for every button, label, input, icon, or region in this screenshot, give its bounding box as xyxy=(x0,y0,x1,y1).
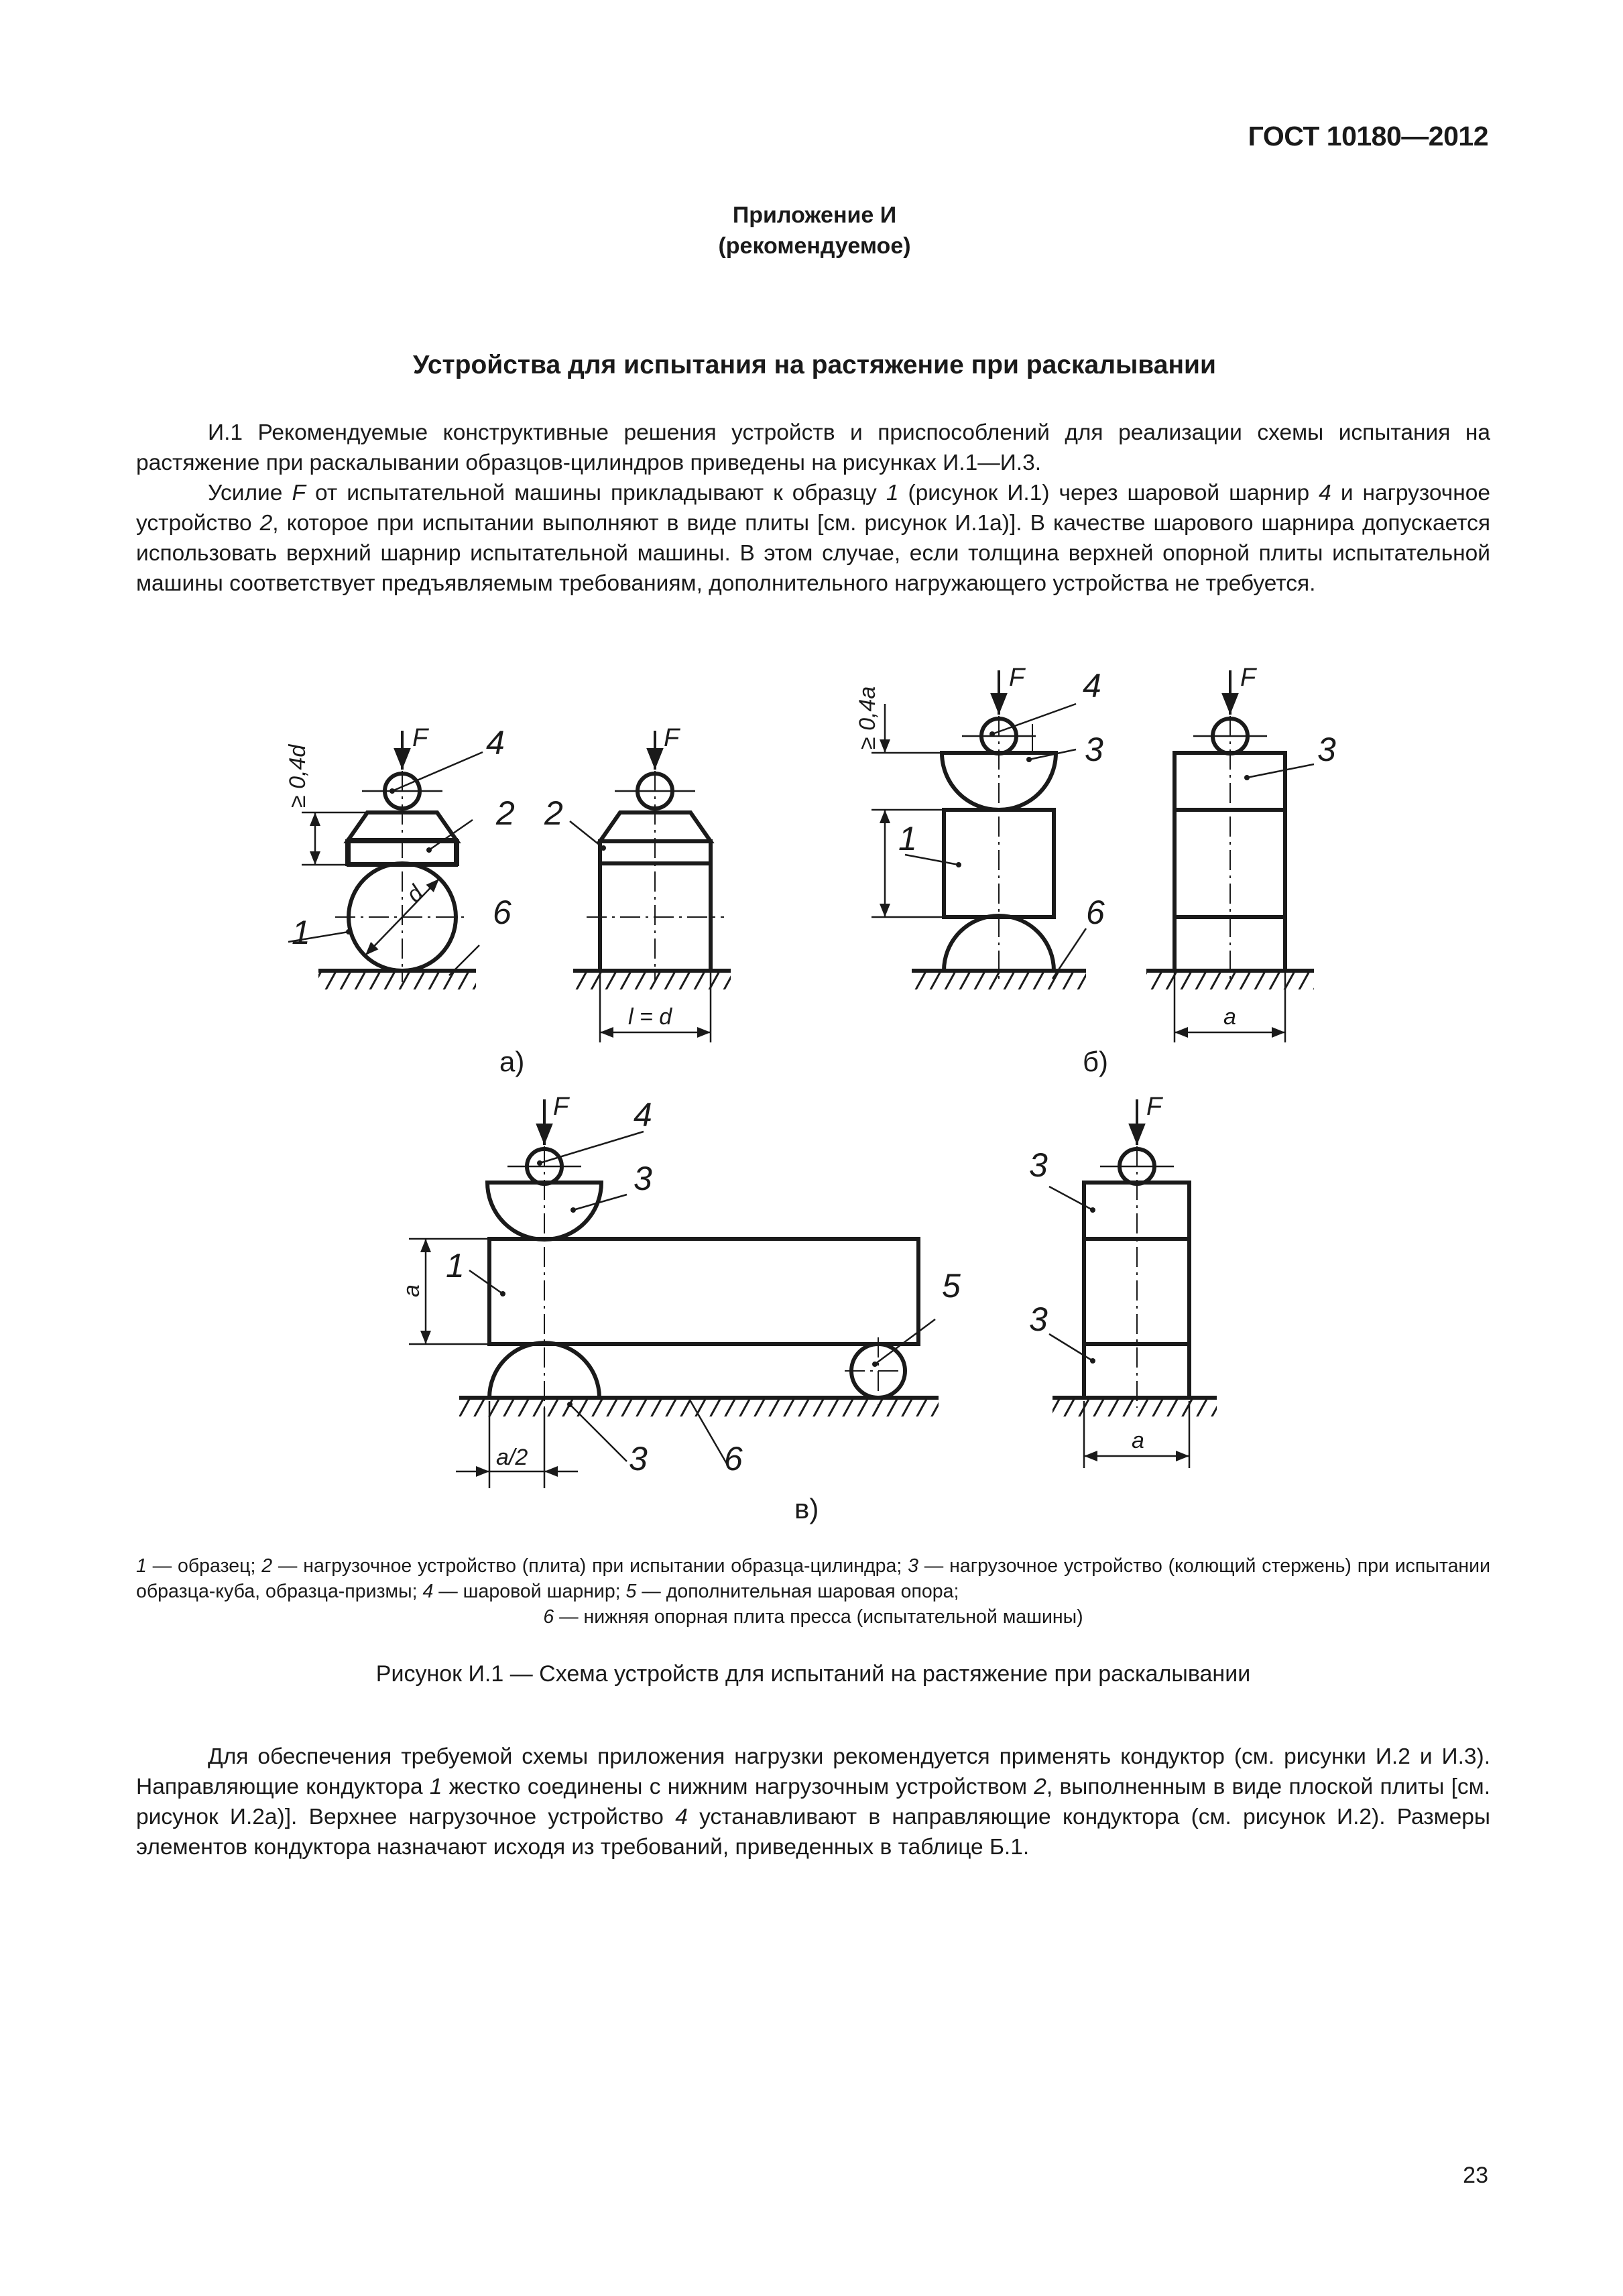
label-4-a: 4 xyxy=(486,724,505,762)
dim-a-c1: a xyxy=(399,1284,424,1297)
diagram-a-cylinder-view xyxy=(318,731,476,989)
diagram-c-prism-view xyxy=(459,1099,939,1416)
dim-a-b: a xyxy=(1223,1004,1236,1030)
diagram-c-front-view xyxy=(1053,1099,1217,1416)
label-2-a1: 2 xyxy=(496,794,515,832)
legend-last-line: 6 — нижняя опорная плита пресса (испытательной машины) xyxy=(543,1606,1083,1628)
label-1-a: 1 xyxy=(292,914,310,951)
annex-header xyxy=(141,200,1488,261)
label-3-b1: 3 xyxy=(1085,731,1103,768)
force-label-a2: F xyxy=(664,724,680,752)
label-3-c2: 3 xyxy=(629,1440,648,1477)
figure-caption: Рисунок И.1 — Схема устройств для испытаний на растяжение при раскалывании xyxy=(375,1661,1251,1687)
subfigure-label-b: б) xyxy=(1083,1046,1109,1077)
dim-a-c2: a xyxy=(1132,1428,1144,1453)
annex-title: Приложение И xyxy=(732,202,897,228)
label-6-a: 6 xyxy=(493,894,512,931)
label-3-c3: 3 xyxy=(1029,1146,1048,1184)
section-heading: Устройства для испытания на растяжение при раскалывании xyxy=(413,351,1216,379)
subfigure-label-c: в) xyxy=(794,1493,819,1524)
paragraph-3: Для обеспечения требуемой схемы приложения нагрузки рекомендуется применять кондуктор (см. рисунки И.2 и И.3). Направляющие кондуктора 1 жестко соединены с нижним нагрузочным устройством 2, выполненным в виде плоской плиты [см. рисунок И.2а)]. Верхнее нагрузочное устройство 4 устанавливают в направляющие кондуктора (см. рисунок И.2). Размеры элементов кондуктора назначают исходя из требований, приведенных в таблице Б.1. xyxy=(136,1744,1491,1860)
paragraph-1: И.1 Рекомендуемые конструктивные решения устройств и приспособлений для реализации схемы испытания на растяжение при раскалывании образцов-цилиндров приведены на рисунках И.1—И.3. xyxy=(136,420,1490,475)
label-1-c: 1 xyxy=(446,1247,465,1284)
label-3-b2: 3 xyxy=(1317,731,1336,768)
label-3-c4: 3 xyxy=(1029,1301,1048,1338)
page-number: 23 xyxy=(1463,2163,1488,2188)
dim-04d: ≥ 0,4d xyxy=(285,744,310,808)
label-3-c1: 3 xyxy=(634,1160,652,1197)
paragraph-2: Усилие F от испытательной машины прикладывают к образцу 1 (рисунок И.1) через шаровой шарнир 4 и нагрузочное устройство 2, которое при испытании выполняют в виде плиты [см. рисунок И.1а)]. В качестве шарового шарнира допускается использовать верхний шарнир испытательной машины. В этом случае, если толщина верхней опорной плиты испытательной машины соответствует предъявляемым требованиям, дополнительного нагружающего устройства не требуется. xyxy=(136,481,1491,596)
label-5-c: 5 xyxy=(942,1267,961,1305)
figure-i1-diagram xyxy=(0,657,1623,1542)
closing-text xyxy=(136,1742,1490,1862)
label-6-c: 6 xyxy=(724,1440,743,1477)
force-label-b2: F xyxy=(1240,664,1256,692)
label-4-b: 4 xyxy=(1083,667,1101,705)
dim-d: d xyxy=(401,880,429,908)
diagram-a-front-view xyxy=(573,731,731,989)
label-1-b: 1 xyxy=(898,820,917,857)
force-label-a1: F xyxy=(412,724,428,752)
subfigure-label-a: а) xyxy=(499,1046,525,1077)
label-4-c: 4 xyxy=(634,1096,652,1134)
figure-legend: 1 — образец; 2 — нагрузочное устройство (плита) при испытании образца-цилиндра; 3 — нагрузочное устройство (колющий стержень) при испытании образца-куба, образца-призмы; 4 — шаровой шарнир; 5 — дополнительная шаровая опора; 6 — нижняя опорная плита пресса (испытательной машины) xyxy=(136,1553,1490,1630)
label-6-b: 6 xyxy=(1086,894,1105,931)
dim-04a: ≥ 0,4a xyxy=(855,686,880,749)
dim-l-d: l = d xyxy=(628,1004,672,1030)
intro-text xyxy=(136,418,1490,599)
force-label-b1: F xyxy=(1009,664,1025,692)
document-code: ГОСТ 10180—2012 xyxy=(1248,121,1488,152)
annex-subtitle: (рекомендуемое) xyxy=(718,233,911,259)
force-label-c2: F xyxy=(1146,1093,1162,1121)
force-label-c1: F xyxy=(553,1093,569,1121)
dim-a2: a/2 xyxy=(496,1445,528,1470)
label-2-a2: 2 xyxy=(544,794,563,832)
